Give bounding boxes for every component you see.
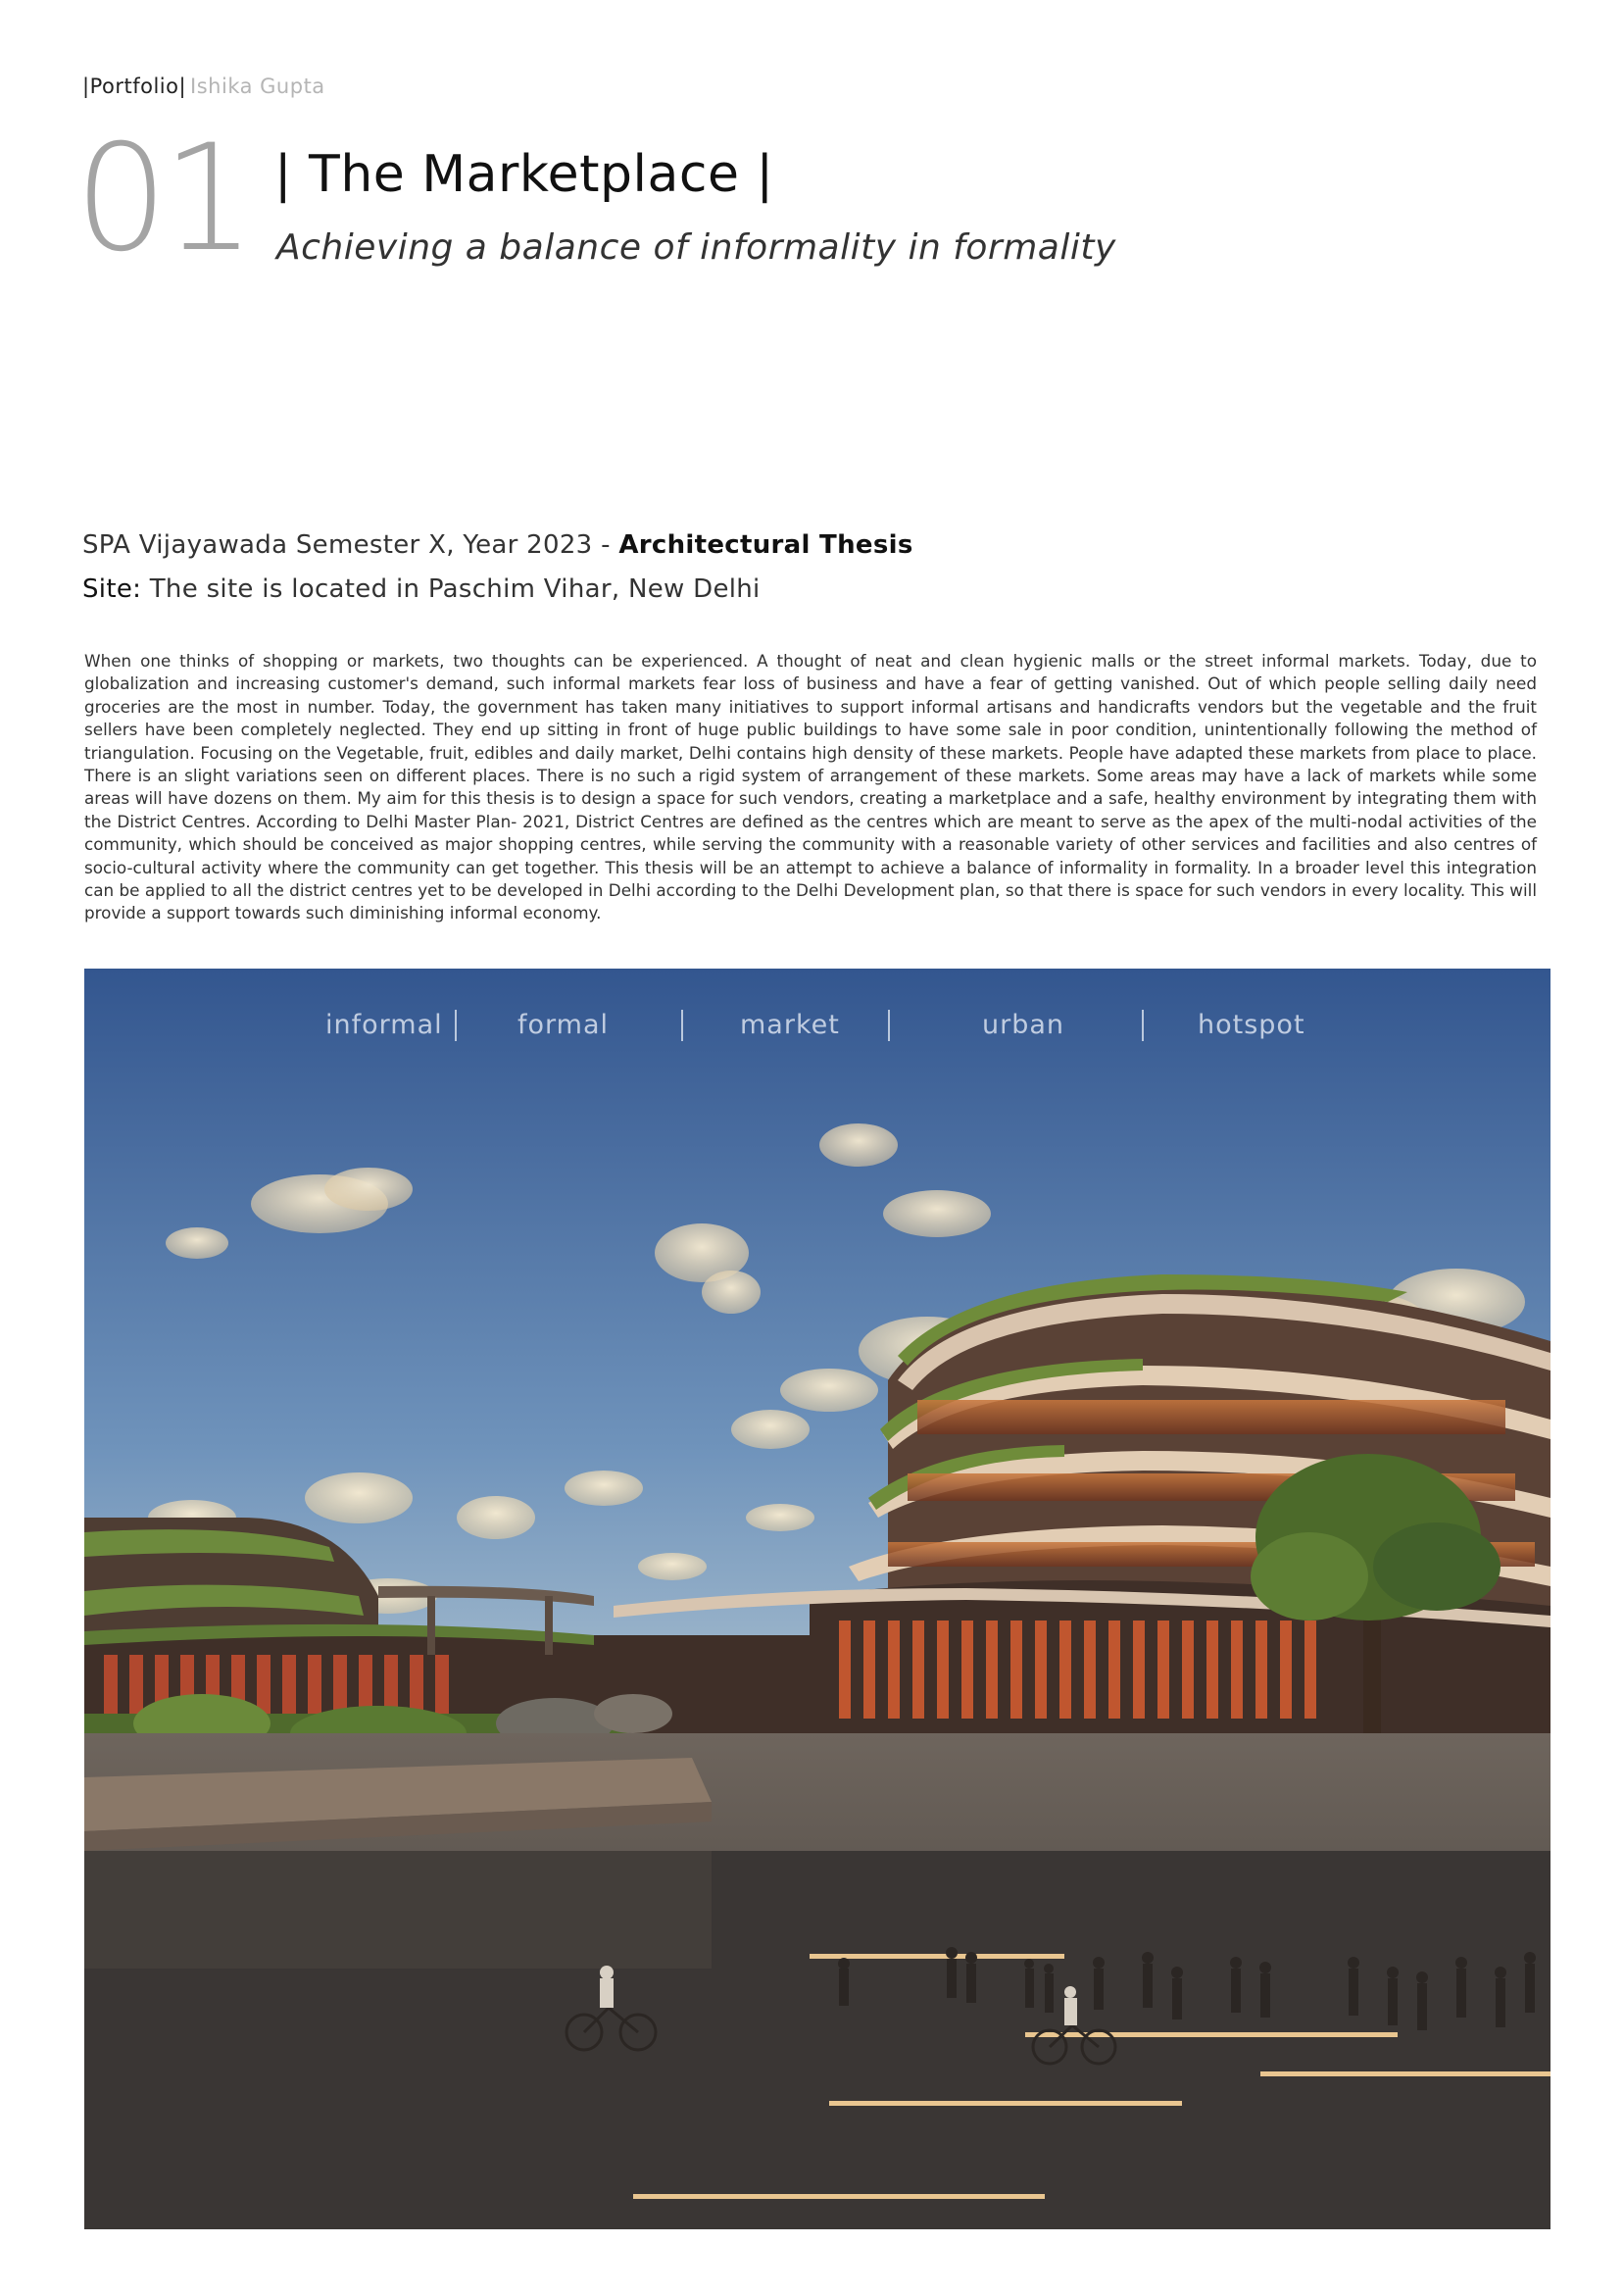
- keyword-informal: informal: [325, 1010, 443, 1040]
- portfolio-label: |Portfolio|: [82, 75, 187, 98]
- keyword-urban: urban: [982, 1010, 1065, 1040]
- project-subtitle: Achieving a balance of informality in formality: [276, 227, 1116, 268]
- course-type: Architectural Thesis: [618, 530, 913, 560]
- hero-rendering: [84, 969, 1550, 2229]
- abstract-paragraph: When one thinks of shopping or markets, two thoughts can be experienced. A thought of neat and clean hygienic malls or the street informal markets. Today, due to globalization and increasing customer's demand, such informal markets fear loss of business and have a fear of getting vanished. Out of which people selling daily need groceries are the most in number. Today, the government has taken many initiatives to support informal artisans and handicrafts vendors but the vegetable and the fruit sellers have been completely neglected. They end up sitting in front of huge public buildings to have some sale in poor condition, unintentionally following the method of triangulation. Focusing on the Vegetable, fruit, edibles and daily market, Delhi contains high density of these markets. People have adapted these markets from place to place. There is an slight variations seen on different places. There is no such a rigid system of arrangement of these markets. Some areas may have a lack of markets while some areas will have dozens on them. My aim for this thesis is to design a space for such vendors, creating a marketplace and a safe, healthy environment by integrating them with the District Centres. According to Delhi Master Plan- 2021, District Centres are defined as the centres which are meant to serve as the apex of the multi-nodal activities of the community, which should be conceived as major shopping centres, while serving the community with a reasonable variety of other services and facilities and also centres of socio-cultural activity where the community can get together. This thesis will be an attempt to achieve a balance of informality in formality. In a broader level this integration can be applied to all the district centres yet to be developed in Delhi according to the Delhi Development plan, so that there is space for such vendors in every locality. This will provide a support towards such diminishing informal economy.: [84, 651, 1537, 923]
- site-text: The site is located in Paschim Vihar, New Delhi: [141, 574, 761, 604]
- project-title: | The Marketplace |: [274, 145, 774, 204]
- portfolio-header: [82, 75, 325, 98]
- course-prefix: SPA Vijayawada Semester X, Year 2023 -: [82, 530, 619, 560]
- keyword-hotspot: hotspot: [1198, 1010, 1305, 1040]
- course-line: [82, 530, 913, 560]
- rendering-illustration: [84, 969, 1550, 2229]
- keyword-separator: [1142, 1010, 1144, 1041]
- keyword-formal: formal: [517, 1010, 609, 1040]
- site-line: [82, 574, 761, 604]
- author-name: Ishika Gupta: [190, 75, 325, 98]
- keyword-separator: [888, 1010, 890, 1041]
- project-number: 01: [74, 114, 250, 284]
- keyword-strip: [84, 1010, 1550, 1049]
- water-pool: [84, 1851, 1550, 2229]
- site-label: Site:: [82, 574, 142, 604]
- keyword-separator: [455, 1010, 457, 1041]
- keyword-market: market: [740, 1010, 840, 1040]
- keyword-separator: [681, 1010, 683, 1041]
